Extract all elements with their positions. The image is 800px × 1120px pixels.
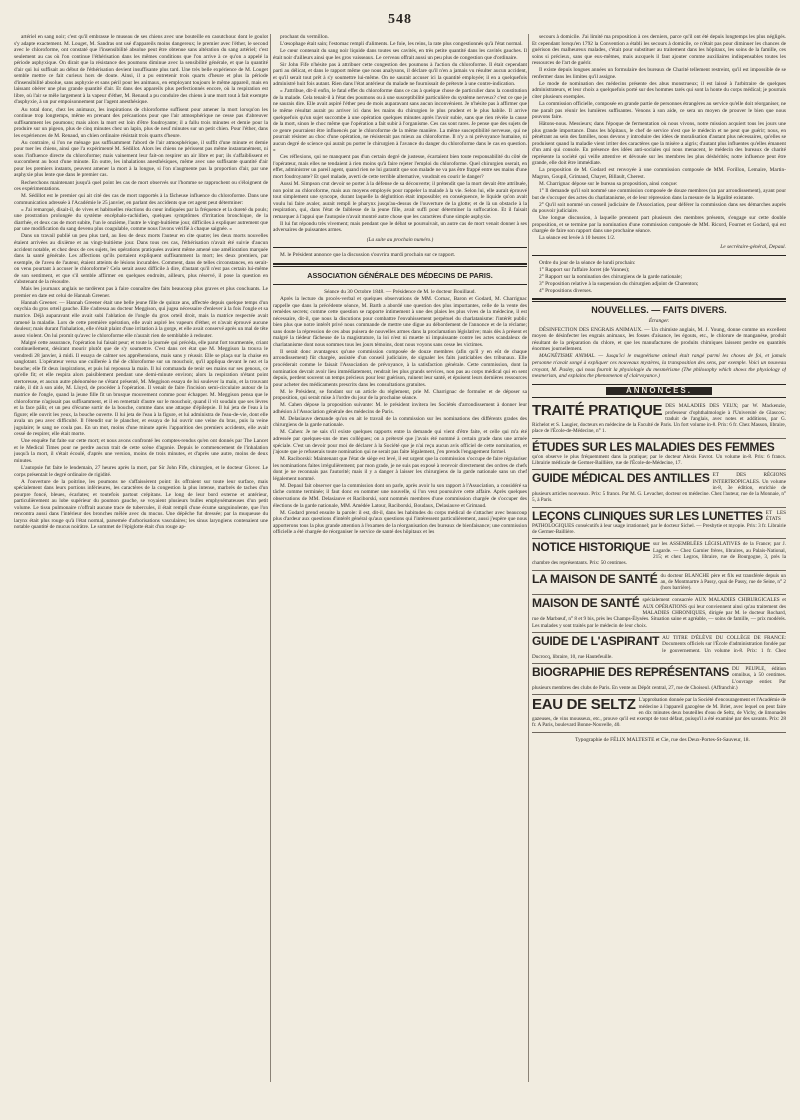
paragraph: Au total donc, chez les animaux, les inspirations de chloroforme suffisent pour amener la mort lorsqu'on les continue trop longtemps, même en prenant des précautions pour que l'air atmosphérique ne cesse pas d'abreuver suffisamment les poumons; mais alors la mort est loin d'être foudroyante; il a fallu trois minutes et demie pour la produire sur un pigeon, plus de cinq minutes chez un lapin, plus de neuf minutes sur un petit chien. Pour l'éther, dans les expériences de M. Renaud, un chien ordinaire résistait trois quarts d'heure. <box>14 106 268 139</box>
separator <box>532 255 786 256</box>
paragraph: secours à domicile. J'ai limité ma proposition à ces derniers, parce qu'il ont été depuis longtemps les plus négligés. Et cependant lorsqu'en 1792 la Convention a établi les secours à domicile, ce n'était pas pour diminuer les chances de guérison des malheureux malades, c'était pour substituer au traitement dans les hôpitaux, les soins de la famille, ces soins si précieux, sans que eux-mêmes, mais auxquels il faut ajouter comme auxiliaires indispensables toutes les ressources de l'art de guérir. <box>532 34 786 67</box>
closing-note: M. le Président annonce que la discussion s'ouvrira mardi prochain sur ce rapport. <box>280 252 456 259</box>
separator <box>532 298 786 302</box>
paragraph: Sir John Fife n'hésite pas à attribuer cette congestion des poumons à l'action du chloroforme. Il était cependant parti au délicat, et dans le rapport même que nous analysons, il déclare qu'il n'en a jamais vu résulter aucun accident, et qu'il serait tout prêt à s'y soumettre lui-même. On ne saurait accuser ici la quantité employée; il en a quelquefois administré huit fois autant. Rien dans l'état antérieur du malade ne fournissait de prétexte à une contre-indication. <box>273 61 527 88</box>
advertisement <box>532 439 786 471</box>
separator <box>273 284 527 285</box>
paragraph: artériel en sang noir; c'est qu'il embrasse le museau de ses chiens avec une bouteille en caoutchouc dont le goulot s'y adapte exactement. M. Louget, M. Sandras ont usé d'appareils moins dangereux; le premier avec l'éther, le second avec le chloroforme, ont constaté que l'insensibilité absolue peut être obtenue sans altération du sang artériel; c'est seulement au cas où l'on continue l'éthérisation dans les mêmes conditions que l'on arrive à ce qu'on a appelé la période asphyxique. On dirait que la résistance des poumons diminue avec la sensibilité générale, et que la quantité d'air qui lui suffisait au début de l'éthérisation devient insuffisante plus tard. Une très belle expérience de M. Louget semble mettre ce fait curieux hors de doute. Ainsi, il a pu entretenir trois quarts d'heure et plus la période d'insensibilité absolue, sans asphyxie et sans péril pour les animaux, en employant toujours le même appareil, mais en laissant obérer une plus grande quantité d'air. Et dans des appareils plus perfectionnés encore, où la respiration est libre, où l'air se mêle largement à la vapeur d'éther, M. Renaud a pu conduire des chiens à une mort tout à fait exempte d'asphyxie, à un pur empoisonnement par l'agent anesthésique. <box>14 34 268 106</box>
paragraph: A l'ouverture de la poitrine, les poumons ne s'affaissèrent point: ils offraient sur toute leur surface, mais spécialement dans leurs portions inférieures, les caractères de la congestion la plus intense, marbrés de taches d'un pourpre foncé, bleues, écarlates; et toutefois partout crépitans. Le long de leur bord externe et antérieur, particulièrement au lobe supérieur du poumon gauche, se voyaient plusieurs bulles emphysémateuses d'un petit volume. Le tissu pulmonaire n'offrait aucune trace de tubercules, il était rempli d'une écume sanguinolente, que l'on rencontra aussi dans l'intérieur des bronches mêlée avec du mucus. Une dépêche fut dressée; par la muqueuse du larynx était plus rouge qu'à l'état normal, parsemée d'arborisations vasculaires; les sinus laryngiens contenaient une notable quantité de mucus noirâtre. Le sommet de l'épiglotte était d'un rouge ap- <box>14 478 268 531</box>
order-item: Ordre du jour de la séance de lundi prochain: <box>539 259 636 266</box>
ad-title: NOTICE HISTORIQUE <box>532 540 651 555</box>
paragraph: Une longue discussion, à laquelle prennent part plusieurs des membres présents, s'engage sur cette double proposition, et se termine par la nomination d'une commission composée de MM. Ricord, Fournet et Godard, qui est chargée de faire son rapport dans une prochaine séance. <box>532 215 786 235</box>
column-right <box>532 34 786 1084</box>
column-divider <box>270 34 271 1082</box>
ad-title: EAU DE SELTZ <box>532 696 636 714</box>
paragraph: Une enquête fut faite sur cette mort; et nous avons confronté les comptes-rendus qu'en ont donnés par The Lancet et le Medical Times pour ne perdre aucun trait de cette scène d'agonie. Depuis le commencement de l'inhalation jusqu'à la mort, il s'était écoulé, d'après une version, moins de trois minutes, et d'après une autre, moins de deux minutes. <box>14 438 268 464</box>
paragraph: Recherchons maintenant jusqu'à quel point les cas de mort observés sur l'homme se rapprochent ou s'éloignent de ces expérimentations. <box>14 179 268 193</box>
paragraph: Il serait donc avantageux qu'une commission composée de douze membres (afin qu'il y en eût de chaque arrondissement) fût chargée, assistée d'un conseil judiciaire, de signaler les faits justiciables des tribunaux. Elle procéderait comme le faisait l'Association de prévoyance, à la satisfaction générale. Cette commission, dont la nomination devrait avoir lieu immédiatement, rendrait les plus grands services, non pas au corps médical qui en sent depuis, perdent souvent un temps précieux pour leur guérison, ruinent leur santé, et épuisent leurs dernières ressources pour acheter des médicaments prescrits dans les consultations gratuites. <box>273 348 527 388</box>
advertisement <box>532 539 786 570</box>
paragraph: Le mode de nomination des médecins présente des abus monstrueux; il est laissé à l'arbitraire de quelques administrateurs, et leur choix a quelquefois porté sur des hommes tarés qui sont la honte du corps médical; je pourrais citer plusieurs exemples. <box>532 80 786 100</box>
separator <box>273 263 527 267</box>
advertisement <box>532 633 786 664</box>
ad-title: BIOGRAPHIE DES REPRÉSENTANS <box>532 665 730 680</box>
paragraph: La commission officielle, composée en grande partie de personnes étrangères au service qu'elle doit réorganiser, ne me paraît pas réunir les lumières suffisantes. Venons à son aide, ce sera un moyen de prouver le bien que nous pouvons faire. <box>532 100 786 121</box>
paragraph: Dans un travail publié un peu plus tard, au lieu de deux morts l'auteur en cite quatre; les deux morts nouvelles étaient arrivées au dixième et au vingt-huitième jour. Dans tous ces cas, l'éthérisation n'avait été suivie d'aucun accident notable, et chez deux de ces sujets, les opérations pratiquées avaient même amené une amélioration marquée dans la santé générale. Les affections qu'ils portaient expliquent suffisamment la mort; les deux premiers, par exemple, de l'aveu de l'auteur, étaient atteints de lésions incurables. Comment, dans de telles circonstances, en serait-on venu pourtant à accuser le chloroforme? Cela serait assez difficile à dire, d'autant qu'il n'est pas certain lui-même de son sentiment, et que s'il semble affirmer en quelques endroits, ailleurs, plus réservé, il pose la question en s'abstenant de la résoudre. <box>14 233 268 286</box>
ad-body: L'approbation donnée par la Société d'encouragement et l'Académie de médecine à l'appareil gazogène de M. Briet, avec lequel on peut faire en dix minutes deux bouteilles d'eau de Seltz, de Vichy, de limonades gazeuses, de vins mousseux, etc., prouve qu'il est exempt de tout défaut, puisqu'il a été examiné par des savants. Prix: 28 fr. A Paris, boulevard Bonne-Nouvelle, 40. <box>532 697 786 729</box>
seance-line: Séance du 30 Octobre 1848. — Présidence de M. le docteur Bouillaud. <box>324 289 476 295</box>
advertisement <box>532 401 786 438</box>
paragraph: Hannah Greener. — Hannah Greener était une belle jeune fille de quinze ans, affectée depuis quelque temps d'un onychia du gros orteil gauche. Elle s'adressa au docteur Meggison, qui jugea nécessaire d'enlever à la fois l'ongle et sa matrice. Déjà auparavant elle avait subi l'ablation de l'ongle du gros orteil droit, mais la matrice respectée avait ramené la maladie. Lors de cette première opération, elle avait aspiré les vapeurs d'éther, et n'avait éprouvé aucune douleur; mais durant l'inhalation, elle s'était plaint d'une irritation à la gorge, et elle avait conservé après un mal de tête assez violent. On lui promit qu'avec le chloroforme elle n'aurait rien de semblable à redouter. <box>14 299 268 339</box>
annonces-banner <box>532 384 786 399</box>
advertisement <box>532 595 786 632</box>
order-item: 4° Propositions diverses. <box>539 287 593 294</box>
paragraph: Le cœur contenait du sang noir liquide dans toutes ses cavités, en très petite quantité dans les cavités gauches. Il était noir d'ailleurs ainsi que les gros vaisseaux. Le cerveau offrait aussi un peu plus de congestion que d'ordinaire. <box>273 48 527 61</box>
order-item: 2° Rapport sur la nomination des chirurgiens de la garde nationale; <box>539 273 683 280</box>
paragraph: Il existe depuis longues années un formulaire des bureaux de Charité tellement restreint, qu'il est impossible de se renfermer dans les limites qu'il assigne. <box>532 67 786 80</box>
ad-body: sur les ASSEMBLÉES LÉGISLATIVES de la France; par J. Lagarde. — Chez Garnier frères, libraires, au Palais-National, 215; et chez Legros, libraire, rue de Bourgogne, 3, près la chambre des représentants. Prix: 50 centimes. <box>532 541 786 567</box>
ad-body: spécialement consacrée AUX MALADIES CHIRURGICALES et AUX OPÉRATIONS qui leur conviennent ainsi qu'au traitement des MALADIES CHRONIQUES, dirigée par M. le docteur Rochard, rue de Marbœuf, n° 8 et 9 bis, près les Champs-Élysées. Situation saine et agréable, — soins de famille, — prix modérés. Les malades y sont traités par le médecin de leur choix. <box>532 597 786 629</box>
paragraph: L'autopsie fut faite le lendemain, 27 heures après la mort, par Sir John Fife, chirurgien, et le docteur Glover. Le corps présentait le degré ordinaire de rigidité. <box>14 465 268 478</box>
paragraph: 2° Qu'il soit nommé un conseil judiciaire de l'Association, pour déférer la commission dans ses démarches auprès du pouvoir judiciaire. <box>532 201 786 215</box>
signature: Le secrétaire-général, Depaul. <box>720 243 786 250</box>
paragraph: M. Delasiauve demande qu'on en ait le travail de la commission sur les nominations des différents grades des chirurgiens de la garde nationale. <box>273 415 527 429</box>
paragraph: M. Charrignac dépose sur le bureau sa proposition, ainsi conçue: <box>539 181 678 188</box>
paragraph: La proposition de M. Godard est renvoyée à une commission composée de MM. Forillon, Lemaire, Martin-Magron, Goupil, Grimaud, Chayet, Billault, Cherest. <box>532 167 786 180</box>
paragraph: La séance est levée à 10 heures 1/2. <box>539 235 616 242</box>
paragraph: M. Cahen: Je ne sais s'il existe quelques rapports entre la demande qui vient d'être faite, et celle qui m'a été adressée par quelques-uns de mes collègues; on a prétexté que j'avais été nommé à certain grade dans une armée spéciale. C'est un devoir pour moi de déclarer à la Société que je n'ai reçu aucun avis officiel de cette nomination, et j'ajoute que je refuserais toute nomination qui ne serait pas faite légalement, j'en prends l'engagement formel. <box>273 429 527 456</box>
advertisement <box>532 571 786 596</box>
paragraph: M. Cahen dépose la proposition suivante: M. le président invitera les Sociétés d'arrondissement à donner leur adhésion à l'Association générale des médecins de Paris. <box>273 402 527 415</box>
ad-title: GUIDE DE L'ASPIRANT <box>532 633 660 648</box>
ad-title: LA MAISON DE SANTÉ <box>532 571 658 586</box>
ad-title: ÉTUDES SUR LES MALADIES DES FEMMES <box>532 439 775 454</box>
paragraph: « J'ai remarqué, disait-il, de vives et habituelles réactions du cœur indiquées par la fréquence et la dureté du pouls; une prostration prolongée du système encéphalo-rachidien, quelques symptômes d'irritation bronchique, de la diarrhée, et deux cas de mort subite, l'un le onzième, l'autre le vingt-huitième jour, difficiles à expliquer autrement que par une modification du sang devenu plus coagulable, comme nous l'avons vérifié à chaque saignée. » <box>14 206 268 233</box>
annonces-label: ANNONCES. <box>606 387 712 396</box>
paragraph: Au contraire, si l'on ne ménage pas suffisamment l'abord de l'air atmosphérique, il suffit d'une minute et demie pour tuer les chiens, ainsi que l'a expérimenté M. Sédillot. Alors les chiens ne périssent pas même instantanément, ni sous l'influence directe du chloroforme; mais vainement leur fait-on respirer un air libre et pur; ils s'affaiblissent et succombent au bout d'une minute. En outre, les inhalations anesthésiques, même avec une suffisante quantité d'air pour les premiers instants, peuvent amener la mort à la longue, si l'on n'augmente pas la proportion d'air, par une asphyxie plus lente que dans le premier cas. <box>14 139 268 179</box>
advertisement <box>532 470 786 507</box>
paragraph: DÉSINFECTION DES ENGRAIS ANIMAUX. — Un chimiste anglais, M. J. Young, donne comme un excellent moyen de désinfecter les engrais animaux, les fosses d'aisance, les égouts, etc., le chlorure de manganèse, produit résultant de la préparation du chlore, et que les manufactures de produits chimiques laissent perdre en quantités énormes journellement. <box>532 326 786 353</box>
ad-body: AU TITRE D'ÉLÈVE DU COLLÈGE DE FRANCE: Documents officiels sur l'École d'administration fondée par le gouvernement. Un volume in-8. Prix: 1 fr. Chez Ducrocq, libraire, 10, rue Hautefeuille. <box>532 634 786 660</box>
section-heading: ASSOCIATION GÉNÉRALE DES MÉDECINS DE PARIS. <box>307 271 493 280</box>
ad-body: ET LES ÉTATS PATHOLOGIQUES consécutifs à leur usage irrationnel; par le docteur Sichel. — Presbytie et myopie. Prix: 3 fr. Librairie de Germer-Baillière. <box>532 509 786 536</box>
paragraph: 1° Il demande qu'il soit nommé une commission composée de douze membres (un par arrondissement), ayant pour but de s'occuper des actes du charlatanisme, et de leur répression dans la mesure de la légalité existante. <box>532 188 786 201</box>
paragraph: Ces réflexions, qui ne manquent pas d'un certain degré de justesse, écartaient bien toute responsabilité du côté de l'opérateur, mais elles ne tendaient à rien moins qu'à faire rejeter l'emploi du chloroforme. Quel chirurgien oserait, en effet, administrer un pareil agent, quand rien ne lui garantit que son malade ne va pas être frappé entre ses mains d'une mort foudroyante? Et quel malade, averti de cette terrible alternative, voudrait en courir le danger? <box>273 154 527 180</box>
page-number: 548 <box>388 12 412 27</box>
paragraph: MAGNÉTISME ANIMAL. — Jusqu'ici le magnétisme animal était rangé parmi les choses de foi, et jamais personne n'avait songé à expliquer ces nouveaux mystères, la transposition des sens, par exemple. Voici un nouveau croyant, M. Pasley, qui nous fournit la physiologie du mesmérisme (The philosophy which shows the physiology of mesmerism, and explains the phenomenon of clairvoyance.) <box>532 353 786 380</box>
paragraph: M. Depaul fait observer que la commission dont on parle, après avoir lu son rapport à l'Association, a considéré sa tâche comme terminée; il faut donc en nommer une nouvelle, si l'on veut poursuivre cette affaire. Après quelques observations de MM. Delasiauve et Raciborski, sont nommés membres d'une commission chargée de s'occuper des élections de la garde nationale, MM. Amédée Latour, Raciborski, Boudaux, Delasiauve et Grimaud. <box>273 482 527 509</box>
paragraph: prochant du vermillon. <box>280 34 329 40</box>
printer-imprint: Typographie de FÉLIX MALTESTE et Cie, rue des Deux-Portes-St-Sauveur, 18. <box>575 736 750 743</box>
paragraph: M. Godard prend ensuite la parole: il est, dit-il, dans les habitudes du corps médical de s'attacher avec beaucoup plus d'ardeur aux questions d'intérêt général qu'aux questions qui l'intéressent particulièrement, aussi j'espère que nous apporterons tous la plus grande attention à l'examen de la réorganisation des bureaux de bienfaisance; une commission officielle a été chargée de réorganiser le service de santé des hôpitaux et les <box>273 509 527 536</box>
ad-body: DU PEUPLE, édition omnibus, à 50 centimes. L'ouvrage entier. Par plusieurs membres des clubs de Paris. En vente au Dépôt central, 27, rue de Choiseul. (Affranchir.) <box>532 666 786 691</box>
paragraph: L'œsophage était sain; l'estomac rempli d'aliments. Le foie, les reins, la rate plus congestionnés qu'à l'état normal. <box>280 41 523 48</box>
ad-body: DES MALADIES DES YEUX; par W. Mackenzie, professeur d'ophthalmologie à l'Université de Glascow; traduit de l'anglais, avec notes et additions, par G. Richelot et S. Laugier, docteurs en médecine de la Faculté de Paris. Un fort volume in-8. Prix: 6 fr. Chez Masson, libraire, place de l'École-de-Médecine, n° 1. <box>532 403 786 435</box>
order-item: 1° Rapport sur l'affaire Jorret (de Vannes); <box>539 266 630 273</box>
ad-title: TRAITÉ PRATIQUE <box>532 402 663 420</box>
section-heading: NOUVELLES. — FAITS DIVERS. <box>591 305 727 316</box>
paragraph: Après la lecture du procès-verbal et quelques observations de MM. Cornac, Baron et Godard, M. Charrignac rappelle que dans la précédente séance, M. Barth a abordé une question des plus importantes, celle de la vente des remèdes secrets; comme cette question se rapporte intimement à une des plaies les plus vives de la médecine, il est nécessaire, dit-il, que nous la discutions pour combattre l'envahissement perpétuel du charlatanisme: l'intérêt public bien plus que notre intérêt privé nous commande de mettre une digue au débordement de l'annonce et de la réclame; sans doute la répression de ces abus puisera de nouvelles armes dans la proclamation législative; mais dès à présent et malgré la tiédeur fâcheuse de la magistrature, la loi n'est ni muette ni impuissante contre les actes scandaleux de charlatanisme dont nous sommes tous les jours témoins, dont nous voyons sans cesse les victimes. <box>273 296 527 348</box>
paragraph: Hâtons-nous. Messieurs; dans l'époque de fermentation où nous vivons, notre mission acquiert tous les jours une plus grande importance. Dans les hôpitaux, le chef de service n'est que le médecin et ne peut que guérir; nous, en pénétrant au sein des familles, nous devons y introduire des idées de moralisation d'autant plus nécessaires, qu'elles se produisent quand la maladie vient irriter des caractères que la misère a aigris; d'autant plus influentes qu'elles émanent d'un ami qui console. En présence des idées anti-sociales qui nous menacent, le médecin des bureaux de charité représente la société qui veille attentive et dévouée sur les membres les plus déshérités; notre influence peut être grande, elle doit être immédiate. <box>532 121 786 167</box>
paragraph: Mais les journaux anglais ne tardèrent pas à faire connaître des faits beaucoup plus graves et plus concluants. Le premier en date est celui de Hannah Greener. <box>14 286 268 299</box>
continuation-note: (La suite au prochain numéro.) <box>366 236 434 243</box>
paragraph: Il lui fut répondu très vivement; mais pendant que le débat se poursuivait, un autre cas de mort venait donner à ses adversaires de puissantes armes. <box>273 220 527 234</box>
advertisement <box>532 664 786 695</box>
paragraph: M. le Président, se fondant sur un article du règlement, prie M. Charrignac de formuler et de déposer sa proposition, qui serait mise à l'ordre du jour de la prochaine séance. <box>273 388 527 402</box>
order-item: 3° Proposition relative à la suspension du chirurgien adjoint de Charenton; <box>539 280 699 287</box>
paragraph: Aussi M. Simpson crut devoir se porter à la défense de sa découverte; il prétendit que la mort devait être attribuée, non point au chloroforme, mais aux moyens employés pour rappeler la malade à la vie. Selon lui, elle aurait éprouvé tout simplement une syncope, durant laquelle la déglutition était impossible; en conséquence, le liquide qu'on avait voulu lui faire avaler, aurait rempli le pharynx jusqu'au-dessus de l'ouverture de la glotte; et de là un obstacle à la respiration, qui, dans l'état de faiblesse de la jeune fille, avait suffi pour déterminer la suffocation. Et il faisait remarquer à l'appui que l'autopsie n'avait montré autre chose que les caractères d'une simple asphyxie. <box>273 181 527 220</box>
section-subheading: Étranger. <box>648 318 670 325</box>
separator <box>273 247 527 248</box>
ad-title: GUIDE MÉDICAL DES ANTILLES <box>532 471 710 486</box>
paragraph: « J'attribue, dit-il enfin, le fatal effet du chloroforme dans ce cas à quelque chose de particulier dans la constitution de la malade. Cela tenait-il à l'état des poumons ou à une susceptibilité particulière du système nerveux? c'est ce que je ne saurais dire. Elle avait aspiré l'éther peu de mois auparavant sans aucun inconvénient. Je n'hésite pas à affirmer que le même résultat aurait pu arriver ici dans les mains du chirurgien le plus prudent et le plus habile. Il arrive quelquefois qu'un sujet succombe à une opération quelques minutes après l'avoir subie, sans que rien révèle la cause de la mort, sinon le choc même que l'opération a fait subir à l'organisme. Ces cas sont rares. Je pense que des sujets de ce genre pourraient être influencés par le chloroforme de la même manière. La même susceptibilité nerveuse, qui ne pourrait résister au choc d'une opération, ne résisterait pas mieux au chloroforme. Il n'y a ni prévoyance humaine, ni aucun degré de science qui aurait pu porter le chirurgien à l'avance du danger du chloroforme dans le cas en question. » <box>273 88 527 154</box>
advertisement <box>532 695 786 732</box>
ad-body: ET DES RÉGIONS INTERTROPICALES. Un volume in-8, 3e édition, enrichie de plusieurs articles nouveaux. Prix: 5 francs. Par M. G. Levacher, docteur en médecine. Chez l'auteur, rue de la Monnaie, n° 5, à Paris. <box>532 472 786 504</box>
ad-title: LEÇONS CLINIQUES SUR LES LUNETTES <box>532 508 763 523</box>
column-middle <box>273 34 527 1084</box>
ad-body: qu'on observe le plus fréquemment dans la pratique; par le docteur Alexis Favrot. Un volume in-8. Prix: 6 francs. Librairie médicale de Germer-Baillière, rue de l'École-de-Médecine, 17. <box>532 453 786 466</box>
paragraph: M. Raciborski: Maintenant que l'état de siège est levé, il est urgent que la commission s'occupe de faire régulariser les nominations faites irrégulièrement; par mon grade, je ne suis pas exposé à recevoir directement des ordres de chefs dont je ne reconnais pas l'autorité; mais il y a danger à laisser les chirurgiens de la garde nationale sans un chef légalement nommé. <box>273 456 527 482</box>
ad-body: du docteur BLANCHE père et fils est transférée depuis un an, de Montmartre à Passy, quai de Passy, rue de Seine, n° 2 (hors barrière). <box>660 572 786 592</box>
advertisement <box>532 508 786 540</box>
ad-title: MAISON DE SANTÉ <box>532 596 640 611</box>
column-left <box>14 34 268 1084</box>
column-divider <box>528 34 529 1082</box>
paragraph: M. Sédillot est le premier qui ait cité des cas de mort rapportés à la fâcheuse influence du chloroforme. Dans une communication adressée à l'Académie le 25 janvier, en parlant des accidents que cet agent peut déterminer: <box>14 193 268 206</box>
paragraph: Malgré cette assurance, l'opération lui faisait peur; et toute la journée qui précéda, elle parut fort tourmentée, criant continuellement, désirant mourir plutôt que de s'y soumettre. C'est dans cet état que M. Meggison la trouva le vendredi 28 janvier, à midi. Il essaya de calmer ses appréhensions, mais sans y réussir. Elle se plaça sur la chaise en sanglotant. L'opérateur versa une cuillerée à thé de chloroforme sur un mouchoir, qu'il appliqua devant le nez et la bouche; elle fit deux inspirations, et puis lui repoussa la main. Il lui commanda de tenir ses mains sur ses genoux, ce qu'elle fit; et elle respira alors paisiblement pendant une demi-minute environ; alors la respiration n'étant point stertoreuse, et aucun autre phénomène ne s'étant présenté, M. Meggison essaya de lui soulever la main, et la trouvant raide, il dit à son aide, M. Lloyd, de procéder à l'opération. Il venait de faire l'incision semi-circulaire autour de la matrice de l'ongle, quand la jeune fille fit un brusque mouvement comme pour échapper. M. Meggison pensa que le chloroforme n'agissait pas suffisamment, et il en remettait d'autre sur le mouchoir, quand il vit soudain que ses lèvres et la face pâlir, et un peu d'écume sortir de la bouche, comme dans une attaque d'épilepsie. Il lui jeta de l'eau à la figure; elle ouvrit les yeux, la bouche ouverte. Il lui jeta de l'eau à la figure, et lui administra de l'eau-de-vie, dont elle avala un peu avec difficulté. Il l'étendit sur le plancher, et essaya de lui ouvrir une veine du bras, puis la veine jugulaire; le sang ne coula pas. En un mot, moins d'une minute après l'apparition des premiers accidents, elle avait cessé de respirer, elle était morte. <box>14 339 268 438</box>
